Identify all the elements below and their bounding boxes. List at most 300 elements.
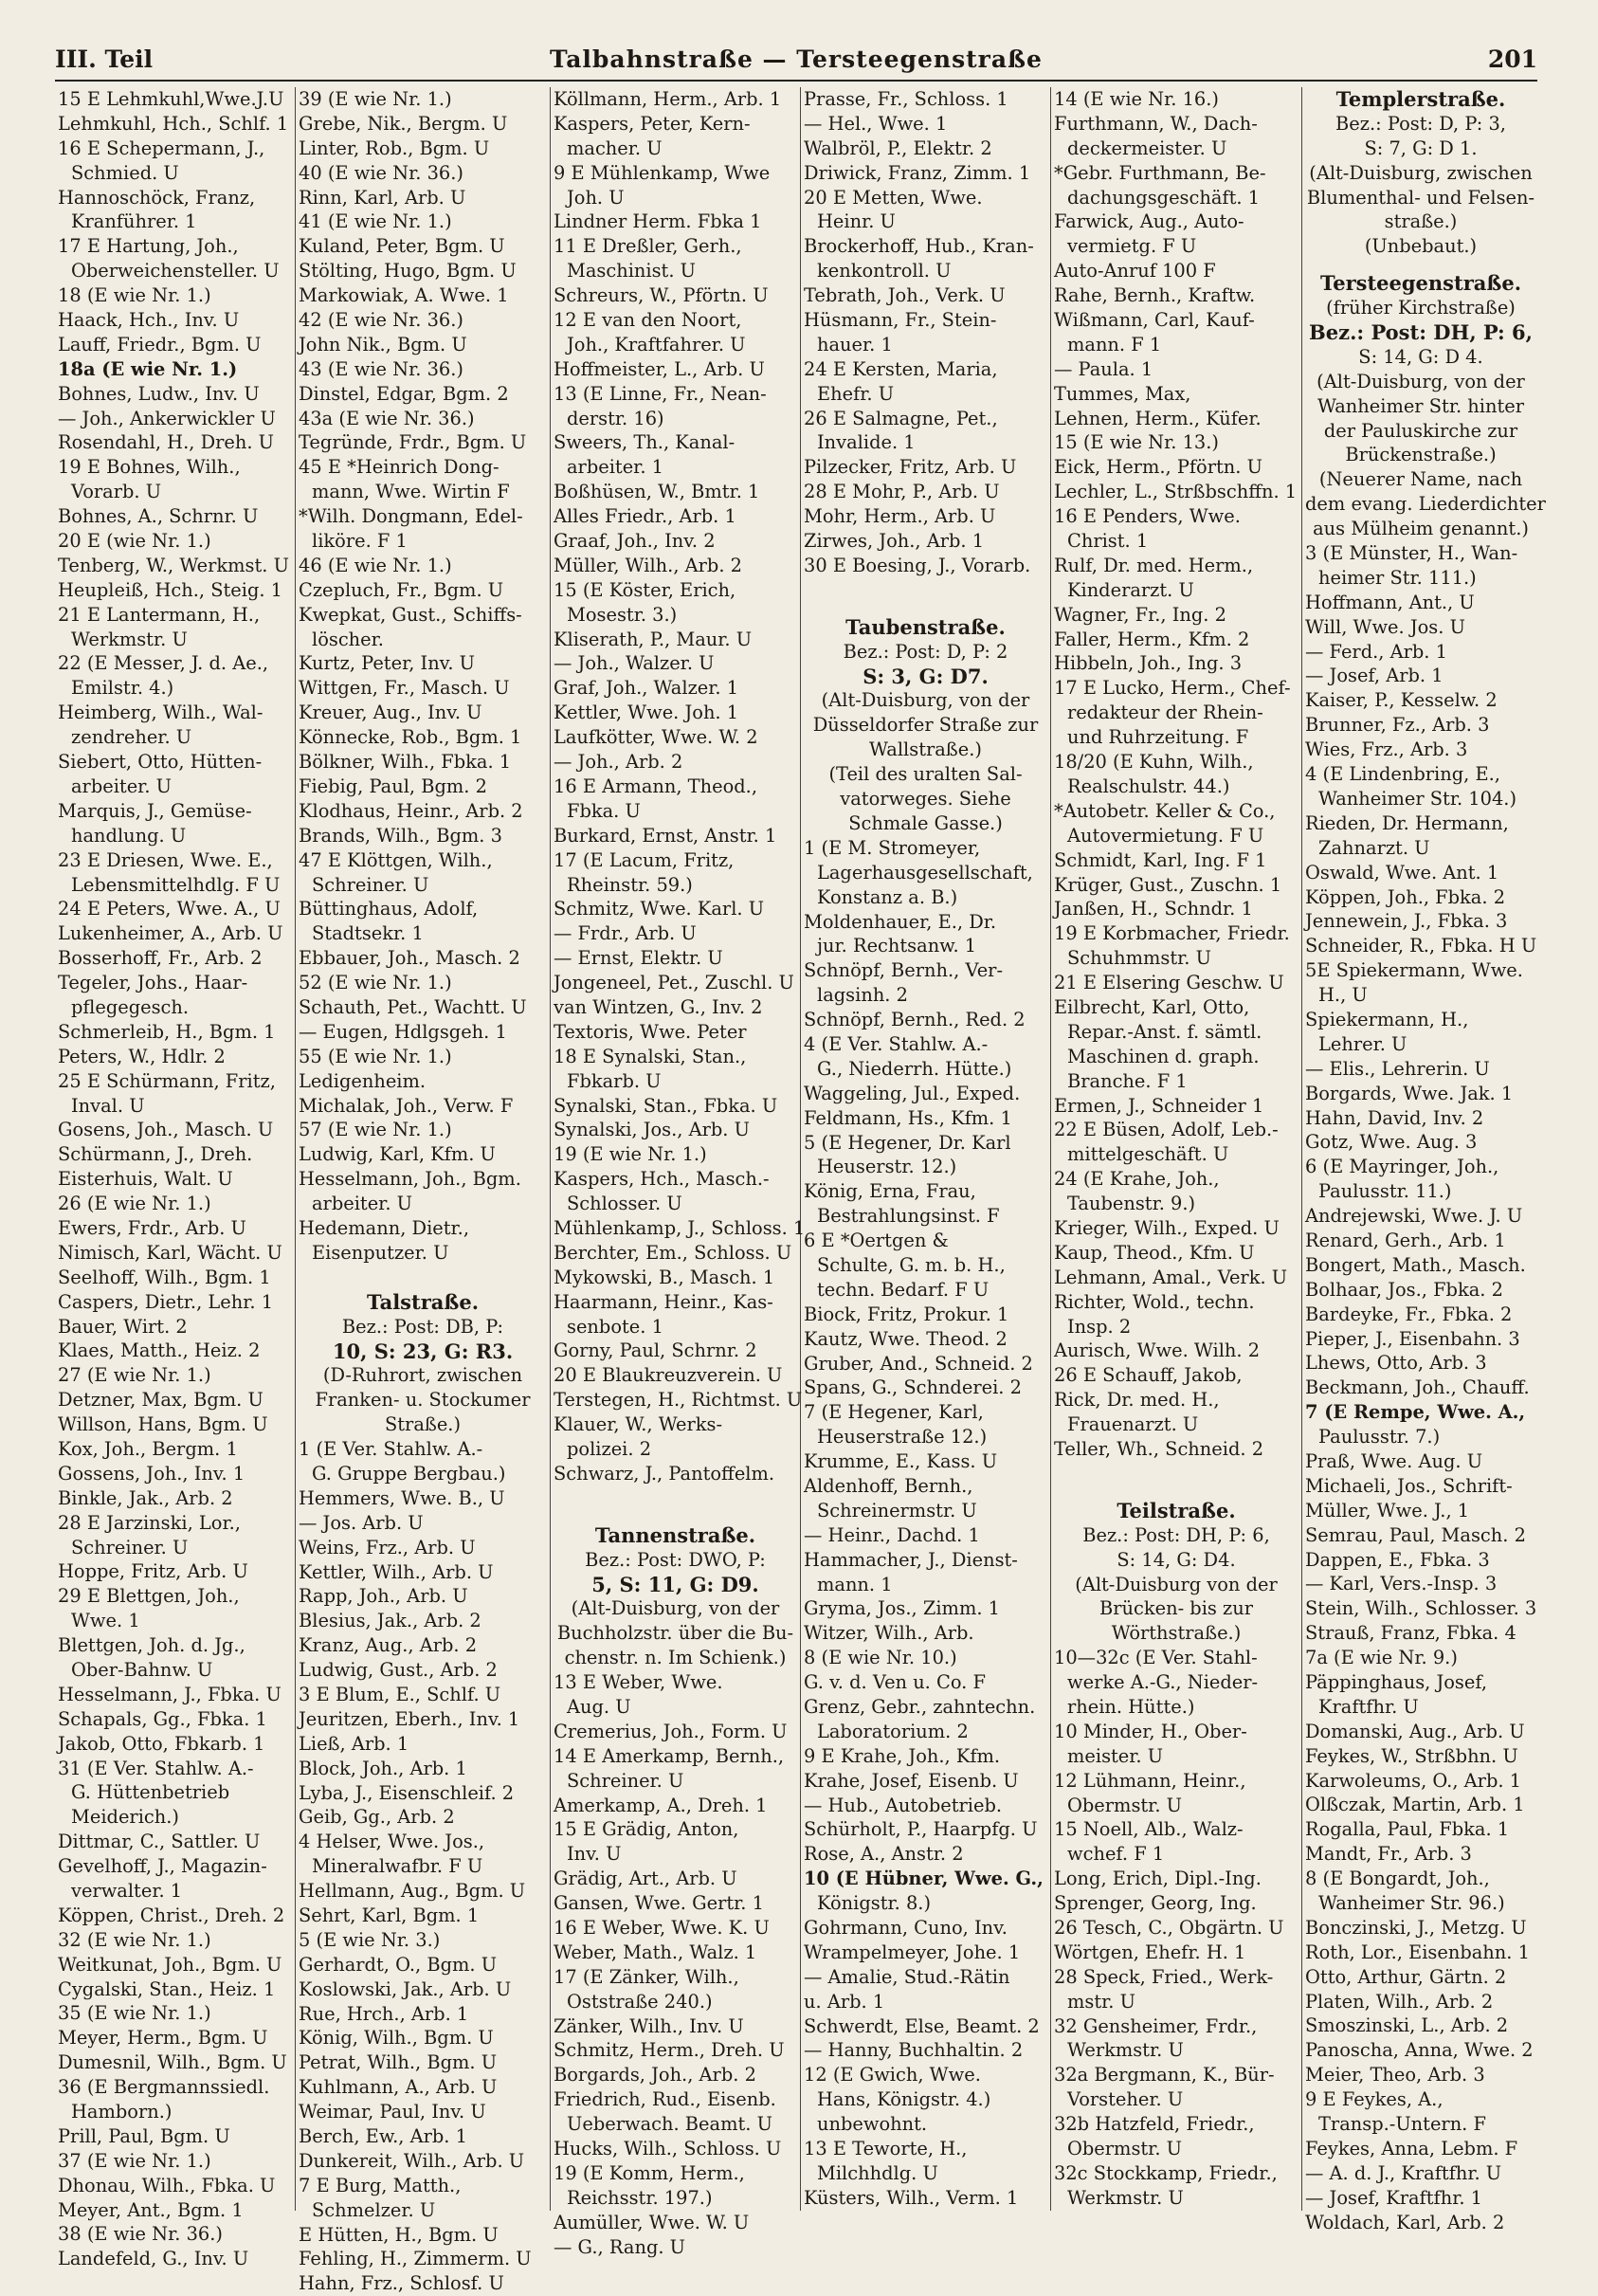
entry-continuation: mann. F 1 — [1067, 333, 1162, 355]
directory-entry: — Joh., Walzer. U — [554, 652, 715, 675]
street-note: Bez.: Post: D, P: 3, — [1335, 112, 1506, 135]
directory-entry: — Hel., Wwe. 1 — [804, 112, 948, 135]
spacer — [804, 591, 1047, 603]
directory-entry: Ludwig, Karl, Kfm. U — [299, 1143, 496, 1166]
directory-entry: Auto-Anruf 100 F — [1054, 260, 1216, 282]
directory-entry: 13 E Weber, Wwe. — [554, 1671, 723, 1694]
directory-entry: Waggeling, Jul., Exped. — [804, 1082, 1021, 1104]
entry-continuation: Oststraße 240.) — [567, 1990, 713, 2013]
directory-entry: 15 Noell, Alb., Walz- — [1054, 1818, 1244, 1841]
directory-entry: Dappen, E., Fbka. 3 — [1305, 1548, 1490, 1571]
directory-entry: Weber, Math., Walz. 1 — [554, 1941, 757, 1963]
directory-entry: 20 E Metten, Wwe. — [804, 186, 983, 209]
directory-entry: Bölkner, Wilh., Fbka. 1 — [299, 751, 512, 774]
entry-continuation: Autovermietung. F U — [1067, 824, 1264, 847]
directory-entry: Hoffmeister, L., Arb. U — [554, 357, 765, 380]
directory-entry: Dumesnil, Wilh., Bgm. U — [58, 2051, 287, 2074]
directory-entry: 1 (E M. Stromeyer, — [804, 836, 981, 859]
directory-entry: Mandt, Fr., Arb. 3 — [1305, 1843, 1472, 1866]
directory-entry: Siebert, Otto, Hütten- — [58, 751, 263, 774]
directory-entry: Wies, Frz., Arb. 3 — [1305, 738, 1468, 761]
directory-entry: Schmitz, Wwe. Karl. U — [554, 898, 765, 920]
directory-entry: — Hanny, Buchhaltin. 2 — [804, 2039, 1024, 2062]
directory-entry: Dhonau, Wilh., Fbka. U — [58, 2174, 276, 2196]
directory-entry: Weins, Frz., Arb. U — [299, 1536, 476, 1558]
directory-entry: Dinstel, Edgar, Bgm. 2 — [299, 382, 509, 405]
directory-entry: E Hütten, H., Bgm. U — [299, 2223, 499, 2246]
directory-entry: 5 (E Hegener, Dr. Karl — [804, 1131, 1011, 1154]
directory-entry: Hemmers, Wwe. B., U — [299, 1486, 505, 1509]
directory-entry: Schwarz, J., Pantoffelm. — [554, 1462, 775, 1485]
directory-entry: 6 (E Mayringer, Joh., — [1305, 1156, 1499, 1178]
street-note: dem evang. Liederdichter — [1305, 493, 1546, 516]
entry-continuation: Wanheimer Str. 104.) — [1318, 787, 1517, 810]
directory-entry: 32 (E wie Nr. 1.) — [58, 1928, 211, 1951]
directory-entry: 32 Gensheimer, Frdr., — [1054, 2014, 1258, 2037]
directory-entry: Hoffmann, Ant., U — [1305, 591, 1475, 613]
directory-entry: Schnöpf, Bernh., Red. 2 — [804, 1009, 1026, 1031]
directory-entry: Kuhlmann, A., Arb. U — [299, 2076, 498, 2099]
entry-continuation: wchef. F 1 — [1067, 1843, 1165, 1866]
entry-continuation: Emilstr. 4.) — [71, 677, 174, 700]
directory-entry: Hesselmann, J., Fbka. U — [58, 1683, 281, 1705]
directory-entry: 35 (E wie Nr. 1.) — [58, 2002, 211, 2025]
entry-continuation: Ueberwach. Beamt. U — [567, 2113, 772, 2136]
directory-entry: 19 (E wie Nr. 1.) — [554, 1143, 707, 1166]
entry-continuation: Schreiner. U — [71, 1536, 189, 1558]
directory-entry: Ledigenheim. — [299, 1069, 427, 1092]
directory-entry: Grebe, Nik., Bergm. U — [299, 112, 508, 135]
street-note: Blumenthal- und Felsen- — [1306, 186, 1535, 209]
directory-entry: Stein, Wilh., Schlosser. 3 — [1305, 1597, 1537, 1620]
directory-entry: Hibbeln, Joh., Ing. 3 — [1054, 652, 1243, 675]
directory-entry: Jennewein, J., Fbka. 3 — [1305, 910, 1508, 933]
directory-entry: 1 (E Ver. Stahlw. A.- — [299, 1438, 483, 1461]
directory-entry: Grenz, Gebr., zahntechn. — [804, 1696, 1036, 1718]
directory-entry: Friedrich, Rud., Eisenb. — [554, 2088, 776, 2111]
directory-entry: 41 (E wie Nr. 1.) — [299, 210, 452, 233]
entry-continuation: Werkmstr. U — [71, 628, 188, 650]
directory-entry: Sehrt, Karl, Bgm. 1 — [299, 1904, 480, 1927]
street-note: S: 14, G: D 4. — [1358, 345, 1483, 368]
directory-entry: G. v. d. Ven u. Co. F — [804, 1671, 986, 1694]
directory-entry: Meyer, Herm., Bgm. U — [58, 2027, 268, 2050]
directory-entry: Wißmann, Carl, Kauf- — [1054, 309, 1255, 332]
spacer — [554, 1499, 797, 1511]
directory-entry: 18a (E wie Nr. 1.) — [58, 357, 238, 380]
directory-entry: Kurtz, Peter, Inv. U — [299, 652, 476, 675]
entry-continuation: Schreiner. U — [567, 1769, 684, 1792]
entry-continuation: Joh., Kraftfahrer. U — [567, 333, 746, 355]
entry-continuation: Inv. U — [567, 1843, 622, 1866]
directory-entry: 26 Tesch, C., Obgärtn. U — [1054, 1917, 1284, 1940]
directory-entry: Kaspers, Peter, Kern- — [554, 112, 751, 135]
directory-entry: Wrampelmeyer, Johe. 1 — [804, 1941, 1021, 1963]
street-note: der Pauluskirche zur — [1323, 419, 1518, 442]
entry-continuation: arbeiter. U — [71, 774, 172, 797]
entry-continuation: Transp.-Untern. F — [1318, 2113, 1486, 2136]
directory-entry: Woldach, Karl, Arb. 2 — [1305, 2211, 1505, 2233]
entry-continuation: Bestrahlungsinst. F — [817, 1205, 1000, 1228]
directory-entry: Pieper, J., Eisenbahn. 3 — [1305, 1327, 1520, 1350]
directory-entry: 43a (E wie Nr. 36.) — [299, 407, 475, 429]
directory-entry: Driwick, Franz, Zimm. 1 — [804, 161, 1031, 184]
street-heading: Tersteegenstraße. — [1319, 271, 1522, 296]
directory-entry: 40 (E wie Nr. 36.) — [299, 161, 463, 184]
directory-entry: 10 (E Hübner, Wwe. G., — [804, 1868, 1044, 1890]
entry-continuation: Eisenputzer. U — [312, 1241, 449, 1264]
directory-entry: Rosendahl, H., Dreh. U — [58, 431, 275, 454]
entry-continuation: Taubenstr. 9.) — [1067, 1193, 1196, 1215]
street-heading: Talstraße. — [366, 1289, 480, 1314]
directory-entry: Haarmann, Heinr., Kas- — [554, 1290, 773, 1313]
directory-entry: Rieden, Dr. Hermann, — [1305, 811, 1509, 834]
entry-continuation: Repar.-Anst. f. sämtl. — [1067, 1020, 1262, 1043]
directory-entry: Schmerleib, H., Bgm. 1 — [58, 1020, 276, 1043]
street-note: Wallstraße.) — [869, 738, 982, 761]
directory-entry: u. Arb. 1 — [804, 1990, 885, 2013]
column-1 — [55, 87, 296, 2270]
entry-continuation: Frauenarzt. U — [1067, 1413, 1199, 1436]
street-range-title: Talbahnstraße — Tersteegenstraße — [550, 46, 1043, 73]
entry-continuation: arbeiter. U — [312, 1193, 412, 1215]
directory-entry: 5 (E wie Nr. 3.) — [299, 1928, 441, 1951]
entry-continuation: Heuserstr. 12.) — [817, 1156, 957, 1178]
directory-entry: Hucks, Wilh., Schloss. U — [554, 2138, 782, 2160]
spacer — [299, 1266, 547, 1278]
directory-entry: Praß, Wwe. Aug. U — [1305, 1449, 1483, 1472]
column-2 — [296, 87, 551, 2295]
entry-continuation: Milchhdlg. U — [817, 2161, 938, 2184]
directory-entry: Wörtgen, Ehefr. H. 1 — [1054, 1941, 1246, 1963]
entry-continuation: Mosestr. 3.) — [567, 603, 678, 626]
entry-continuation: Rheinstr. 59.) — [567, 873, 693, 896]
directory-entry: — Ferd., Arb. 1 — [1305, 640, 1447, 663]
directory-entry: Laufkötter, Wwe. W. 2 — [554, 726, 758, 749]
directory-entry: 12 E van den Noort, — [554, 309, 742, 332]
entry-continuation: Königstr. 8.) — [817, 1892, 932, 1915]
directory-entry: Bardeyke, Fr., Fbka. 2 — [1305, 1303, 1513, 1325]
directory-entry: Schauth, Pet., Wachtt. U — [299, 995, 527, 1018]
directory-entry: Roth, Lor., Eisenbahn. 1 — [1305, 1941, 1530, 1963]
directory-entry: 4 (E Ver. Stahlw. A.- — [804, 1032, 989, 1055]
directory-entry: Olßczak, Martin, Arb. 1 — [1305, 1794, 1525, 1816]
directory-entry: Lukenheimer, A., Arb. U — [58, 922, 283, 945]
directory-entry: *Autobetr. Keller & Co., — [1054, 799, 1276, 822]
directory-entry: Aumüller, Wwe. W. U — [554, 2211, 750, 2233]
directory-entry: 23 E Driesen, Wwe. E., — [58, 848, 273, 871]
directory-entry: Tegründe, Frdr., Bgm. U — [299, 431, 527, 454]
directory-entry: Borgards, Joh., Arb. 2 — [554, 2064, 756, 2086]
directory-entry: Weimar, Paul, Inv. U — [299, 2101, 486, 2123]
entry-continuation: Ehefr. U — [817, 382, 895, 405]
street-note: (Neuerer Name, nach — [1318, 468, 1523, 491]
column-5 — [1051, 87, 1302, 2211]
directory-entry: — G., Rang. U — [554, 2235, 686, 2258]
directory-entry: Köppen, Christ., Dreh. 2 — [58, 1904, 285, 1926]
directory-entry: Block, Joh., Arb. 1 — [299, 1757, 467, 1779]
directory-entry: Kwepkat, Gust., Schiffs- — [299, 603, 522, 626]
street-note: Brückenstraße.) — [1345, 444, 1497, 466]
entry-continuation: Schmied. U — [71, 161, 179, 184]
directory-entry: Berchter, Em., Schloss. U — [554, 1241, 792, 1264]
entry-continuation: macher. U — [567, 137, 663, 159]
entry-continuation: Oberweichensteller. U — [71, 260, 280, 282]
street-note: (Teil des uralten Sal- — [828, 763, 1023, 786]
directory-entry: Gorny, Paul, Schrnr. 2 — [554, 1339, 757, 1362]
directory-entry: Jakob, Otto, Fbkarb. 1 — [58, 1732, 265, 1755]
directory-entry: 39 (E wie Nr. 1.) — [299, 88, 452, 110]
directory-entry: Faller, Herm., Kfm. 2 — [1054, 628, 1250, 650]
entry-continuation: Werkmstr. U — [1067, 2039, 1184, 2062]
directory-entry: Long, Erich, Dipl.-Ing. — [1054, 1868, 1262, 1890]
entry-continuation: Kinderarzt. U — [1067, 578, 1194, 601]
directory-entry: 8 (E wie Nr. 10.) — [804, 1647, 957, 1669]
directory-entry: Brunner, Fz., Arb. 3 — [1305, 714, 1490, 737]
directory-entry: Hammacher, J., Dienst- — [804, 1548, 1018, 1571]
directory-columns — [55, 87, 1546, 2295]
entry-continuation: G., Niederrh. Hütte.) — [817, 1057, 1012, 1080]
directory-entry: 52 (E wie Nr. 1.) — [299, 972, 452, 994]
directory-entry: 19 (E Komm, Herm., — [554, 2161, 745, 2184]
directory-entry: Biock, Fritz, Prokur. 1 — [804, 1303, 1009, 1325]
street-note: (D-Ruhrort, zwischen — [322, 1364, 523, 1387]
directory-entry: 45 E *Heinrich Dong- — [299, 456, 499, 479]
entry-continuation: Zahnarzt. U — [1318, 836, 1430, 859]
entry-continuation: hauer. 1 — [817, 333, 893, 355]
directory-entry: 57 (E wie Nr. 1.) — [299, 1119, 452, 1141]
directory-entry: Tenberg, W., Werkmst. U — [58, 554, 289, 576]
directory-entry: Lechler, L., Strßbschffn. 1 — [1054, 481, 1298, 503]
entry-continuation: Lehrer. U — [1318, 1032, 1407, 1055]
directory-entry: Nimisch, Karl, Wächt. U — [58, 1241, 282, 1264]
directory-entry: 26 (E wie Nr. 1.) — [58, 1193, 211, 1215]
entry-continuation: Fbkarb. U — [567, 1069, 662, 1092]
directory-entry: Gohrmann, Cuno, Inv. — [804, 1917, 1008, 1940]
directory-entry: Smoszinski, L., Arb. 2 — [1305, 2014, 1509, 2037]
entry-continuation: Schulte, G. m. b. H., — [817, 1253, 1006, 1276]
directory-entry: Schürmann, J., Dreh. — [58, 1143, 253, 1166]
street-heading: Teilstraße. — [1117, 1498, 1236, 1522]
street-heading: 10, S: 23, G: R3. — [332, 1339, 514, 1363]
column-3 — [551, 87, 806, 2258]
directory-entry: Kox, Joh., Bergm. 1 — [58, 1437, 238, 1460]
street-note: Schmale Gasse.) — [848, 811, 1003, 834]
directory-entry: Blesius, Jak., Arb. 2 — [299, 1610, 481, 1632]
directory-entry: — A. d. J., Kraftfhr. U — [1305, 2161, 1502, 2184]
street-note: (früher Kirchstraße) — [1326, 297, 1516, 319]
directory-entry: Gerhardt, O., Bgm. U — [299, 1953, 498, 1976]
directory-entry: 28 Speck, Fried., Werk- — [1054, 1965, 1274, 1988]
directory-entry: 16 E Weber, Wwe. K. U — [554, 1917, 770, 1940]
directory-entry: — Amalie, Stud.-Rätin — [804, 1965, 1010, 1988]
entry-continuation: Konstanz a. B.) — [817, 885, 958, 908]
entry-continuation: H., U — [1318, 984, 1368, 1007]
directory-entry: Cremerius, Joh., Form. U — [554, 1720, 788, 1742]
directory-entry: Spiekermann, H., — [1305, 1008, 1469, 1030]
directory-entry: 18 (E wie Nr. 1.) — [58, 284, 211, 307]
directory-entry: 13 E Teworte, H., — [804, 2138, 968, 2160]
directory-entry: Eilbrecht, Karl, Otto, — [1054, 995, 1250, 1018]
directory-entry: 7 (E Rempe, Wwe. A., — [1305, 1401, 1526, 1424]
entry-continuation: unbewohnt. — [817, 2113, 928, 2136]
directory-entry: Kettler, Wilh., Arb. U — [299, 1560, 494, 1583]
directory-entry: Fehling, H., Zimmerm. U — [299, 2248, 532, 2270]
directory-entry: 4 Helser, Wwe. Jos., — [299, 1831, 485, 1853]
street-note: chenstr. n. Im Schienk.) — [564, 1647, 787, 1669]
directory-entry: 43 (E wie Nr. 36.) — [299, 357, 463, 380]
directory-entry: Päppinghaus, Josef, — [1305, 1671, 1488, 1693]
entry-continuation: meister. U — [1067, 1744, 1164, 1767]
directory-entry: 17 E Hartung, Joh., — [58, 235, 239, 258]
directory-entry: Schürholt, P., Haarpfg. U — [804, 1818, 1038, 1841]
directory-entry: 10 Minder, H., Ober- — [1054, 1720, 1247, 1742]
directory-entry: Linter, Rob., Bgm. U — [299, 137, 490, 159]
directory-entry: 19 E Bohnes, Wilh., — [58, 456, 241, 479]
directory-entry: Rahe, Bernh., Kraftw. — [1054, 284, 1256, 307]
directory-entry: Schmidt, Karl, Ing. F 1 — [1054, 848, 1267, 871]
directory-entry: 26 E Schauff, Jakob, — [1054, 1364, 1243, 1387]
entry-continuation: Vorarb. U — [71, 481, 162, 503]
directory-entry: 24 E Kersten, Maria, — [804, 357, 998, 380]
directory-entry: 21 E Elsering Geschw. U — [1054, 972, 1284, 994]
directory-entry: 16 E Armann, Theod., — [554, 774, 757, 797]
directory-entry: Walbröl, P., Elektr. 2 — [804, 137, 992, 159]
directory-entry: Pilzecker, Fritz, Arb. U — [804, 456, 1017, 479]
directory-entry: Ludwig, Gust., Arb. 2 — [299, 1659, 498, 1682]
directory-entry: Heimberg, Wilh., Wal- — [58, 702, 263, 724]
directory-entry: Dunkereit, Wilh., Arb. U — [299, 2149, 525, 2172]
directory-entry: Rinn, Karl, Arb. U — [299, 186, 466, 209]
directory-entry: — Heinr., Dachd. 1 — [804, 1523, 980, 1546]
directory-entry: Graf, Joh., Walzer. 1 — [554, 677, 739, 700]
directory-entry: van Wintzen, G., Inv. 2 — [554, 995, 763, 1018]
directory-entry: Otto, Arthur, Gärtn. 2 — [1305, 1965, 1507, 1988]
directory-entry: Lehmkuhl, Hch., Schlf. 1 — [58, 112, 289, 135]
street-note: Düsseldorfer Straße zur — [812, 714, 1039, 737]
directory-entry: Hahn, David, Inv. 2 — [1305, 1106, 1484, 1129]
directory-entry: Gruber, And., Schneid. 2 — [804, 1352, 1033, 1375]
directory-entry: Andrejewski, Wwe. J. U — [1305, 1205, 1523, 1228]
directory-entry: Rose, A., Anstr. 2 — [804, 1843, 964, 1866]
directory-entry: Czepluch, Fr., Bgm. U — [299, 578, 504, 601]
directory-entry: Bonczinski, J., Metzg. U — [1305, 1916, 1527, 1939]
directory-entry: Hoppe, Fritz, Arb. U — [58, 1560, 248, 1583]
entry-continuation: Stadtsekr. 1 — [312, 922, 424, 945]
directory-entry: Strauß, Franz, Fbka. 4 — [1305, 1622, 1516, 1645]
entry-continuation: werke A.-G., Nieder- — [1067, 1671, 1259, 1694]
directory-entry: 15 E Lehmkuhl,Wwe.J.U — [58, 88, 284, 110]
directory-entry: 21 E Lantermann, H., — [58, 603, 261, 626]
entry-continuation: derstr. 16) — [567, 407, 664, 429]
directory-entry: Mühlenkamp, J., Schloss. 1 — [554, 1216, 806, 1239]
directory-entry: Schnöpf, Bernh., Ver- — [804, 959, 1004, 982]
entry-continuation: Meiderich.) — [71, 1806, 179, 1829]
street-note: Bez.: Post: D, P: 2 — [843, 640, 1008, 663]
directory-entry: Will, Wwe. Jos. U — [1305, 615, 1465, 638]
entry-continuation: mann, Wwe. Wirtin F — [312, 481, 510, 503]
directory-entry: Wittgen, Fr., Masch. U — [299, 677, 510, 700]
street-heading: Templerstraße. — [1335, 87, 1506, 111]
directory-entry: Spans, G., Schnderei. 2 — [804, 1376, 1022, 1399]
entry-continuation: Paulusstr. 7.) — [1318, 1426, 1441, 1449]
directory-entry: Brands, Wilh., Bgm. 3 — [299, 824, 502, 847]
directory-entry: Janßen, H., Schndr. 1 — [1054, 898, 1253, 920]
entry-continuation: handlung. U — [71, 824, 187, 847]
directory-entry: Kuland, Peter, Bgm. U — [299, 235, 505, 258]
page-number: 201 — [1487, 46, 1537, 73]
entry-continuation: Maschinist. U — [567, 260, 697, 282]
directory-entry: 20 E Blaukreuzverein. U — [554, 1364, 783, 1387]
entry-continuation: Fbka. U — [567, 799, 641, 822]
directory-entry: Geib, Gg., Arb. 2 — [299, 1806, 455, 1829]
directory-entry: 3 E Blum, E., Schlf. U — [299, 1684, 501, 1705]
directory-entry: — Joh., Arb. 2 — [554, 751, 683, 774]
directory-entry: 42 (E wie Nr. 36.) — [299, 309, 463, 332]
directory-entry: Jeuritzen, Eberh., Inv. 1 — [299, 1707, 520, 1730]
directory-entry: Mykowski, B., Masch. 1 — [554, 1266, 775, 1288]
street-heading: Bez.: Post: DH, P: 6, — [1309, 320, 1533, 345]
directory-entry: König, Wilh., Bgm. U — [299, 2027, 494, 2050]
directory-entry: Kaiser, P., Kesselw. 2 — [1305, 689, 1498, 712]
entry-continuation: Lagerhausgesellschaft, — [817, 861, 1033, 884]
directory-entry: 7a (E wie Nr. 9.) — [1305, 1647, 1458, 1669]
entry-continuation: Inval. U — [71, 1094, 145, 1117]
street-note: vatorweges. Siehe — [840, 788, 1011, 811]
directory-entry: Kreuer, Aug., Inv. U — [299, 702, 482, 724]
directory-entry: Koslowski, Jak., Arb. U — [299, 1977, 512, 2000]
street-note: aus Mülheim genannt.) — [1313, 518, 1529, 540]
directory-entry: Lehmann, Amal., Verk. U — [1054, 1266, 1288, 1288]
column-6 — [1302, 87, 1546, 2233]
entry-continuation: Werkmstr. U — [1067, 2186, 1184, 2209]
directory-entry: 30 E Boesing, J., Vorarb. — [804, 554, 1031, 576]
directory-entry: 12 (E Gwich, Wwe. — [804, 2064, 981, 2086]
directory-entry: Semrau, Paul, Masch. 2 — [1305, 1523, 1526, 1546]
directory-entry: Könnecke, Rob., Bgm. 1 — [299, 726, 522, 749]
directory-entry: Alles Friedr., Arb. 1 — [554, 505, 736, 528]
directory-entry: Hahn, Frz., Schlosf. U — [299, 2272, 504, 2295]
directory-entry: Krumme, E., Kass. U — [804, 1450, 998, 1473]
directory-entry: Blettgen, Joh. d. Jg., — [58, 1634, 245, 1657]
directory-entry: Synalski, Stan., Fbka. U — [554, 1094, 778, 1117]
entry-continuation: arbeiter. 1 — [567, 456, 663, 479]
directory-entry: — Frdr., Arb. U — [554, 922, 697, 945]
directory-entry: Eick, Herm., Pförtn. U — [1054, 456, 1262, 479]
directory-entry: 9 E Feykes, A., — [1305, 2088, 1444, 2111]
entry-continuation: Branche. F 1 — [1067, 1069, 1188, 1092]
directory-entry: 9 E Mühlenkamp, Wwe — [554, 161, 771, 184]
directory-entry: 20 E (wie Nr. 1.) — [58, 530, 211, 553]
entry-continuation: Mineralwafbr. F U — [312, 1855, 483, 1878]
directory-entry: 15 (E wie Nr. 13.) — [1054, 431, 1219, 454]
entry-continuation: Realschulstr. 44.) — [1067, 774, 1230, 797]
directory-entry: Petrat, Wilh., Bgm. U — [299, 2051, 498, 2074]
directory-entry: 5E Spiekermann, Wwe. — [1305, 959, 1523, 982]
entry-continuation: kenkontroll. U — [817, 260, 952, 282]
directory-entry: Markowiak, A. Wwe. 1 — [299, 284, 509, 307]
directory-entry: 38 (E wie Nr. 36.) — [58, 2223, 223, 2246]
directory-entry: Weitkunat, Joh., Bgm. U — [58, 1953, 282, 1976]
street-note: Buchholzstr. über die Bu- — [556, 1622, 794, 1645]
directory-entry: Cygalski, Stan., Heiz. 1 — [58, 1977, 276, 2000]
directory-entry: Rick, Dr. med. H., — [1054, 1389, 1220, 1412]
entry-continuation: pflegegesch. — [71, 995, 190, 1018]
directory-entry: Furthmann, W., Dach- — [1054, 112, 1258, 135]
directory-entry: Gryma, Jos., Zimm. 1 — [804, 1597, 1000, 1620]
directory-entry: 8 (E Bongardt, Joh., — [1305, 1868, 1490, 1890]
directory-entry: Schneider, R., Fbka. H U — [1305, 935, 1537, 957]
